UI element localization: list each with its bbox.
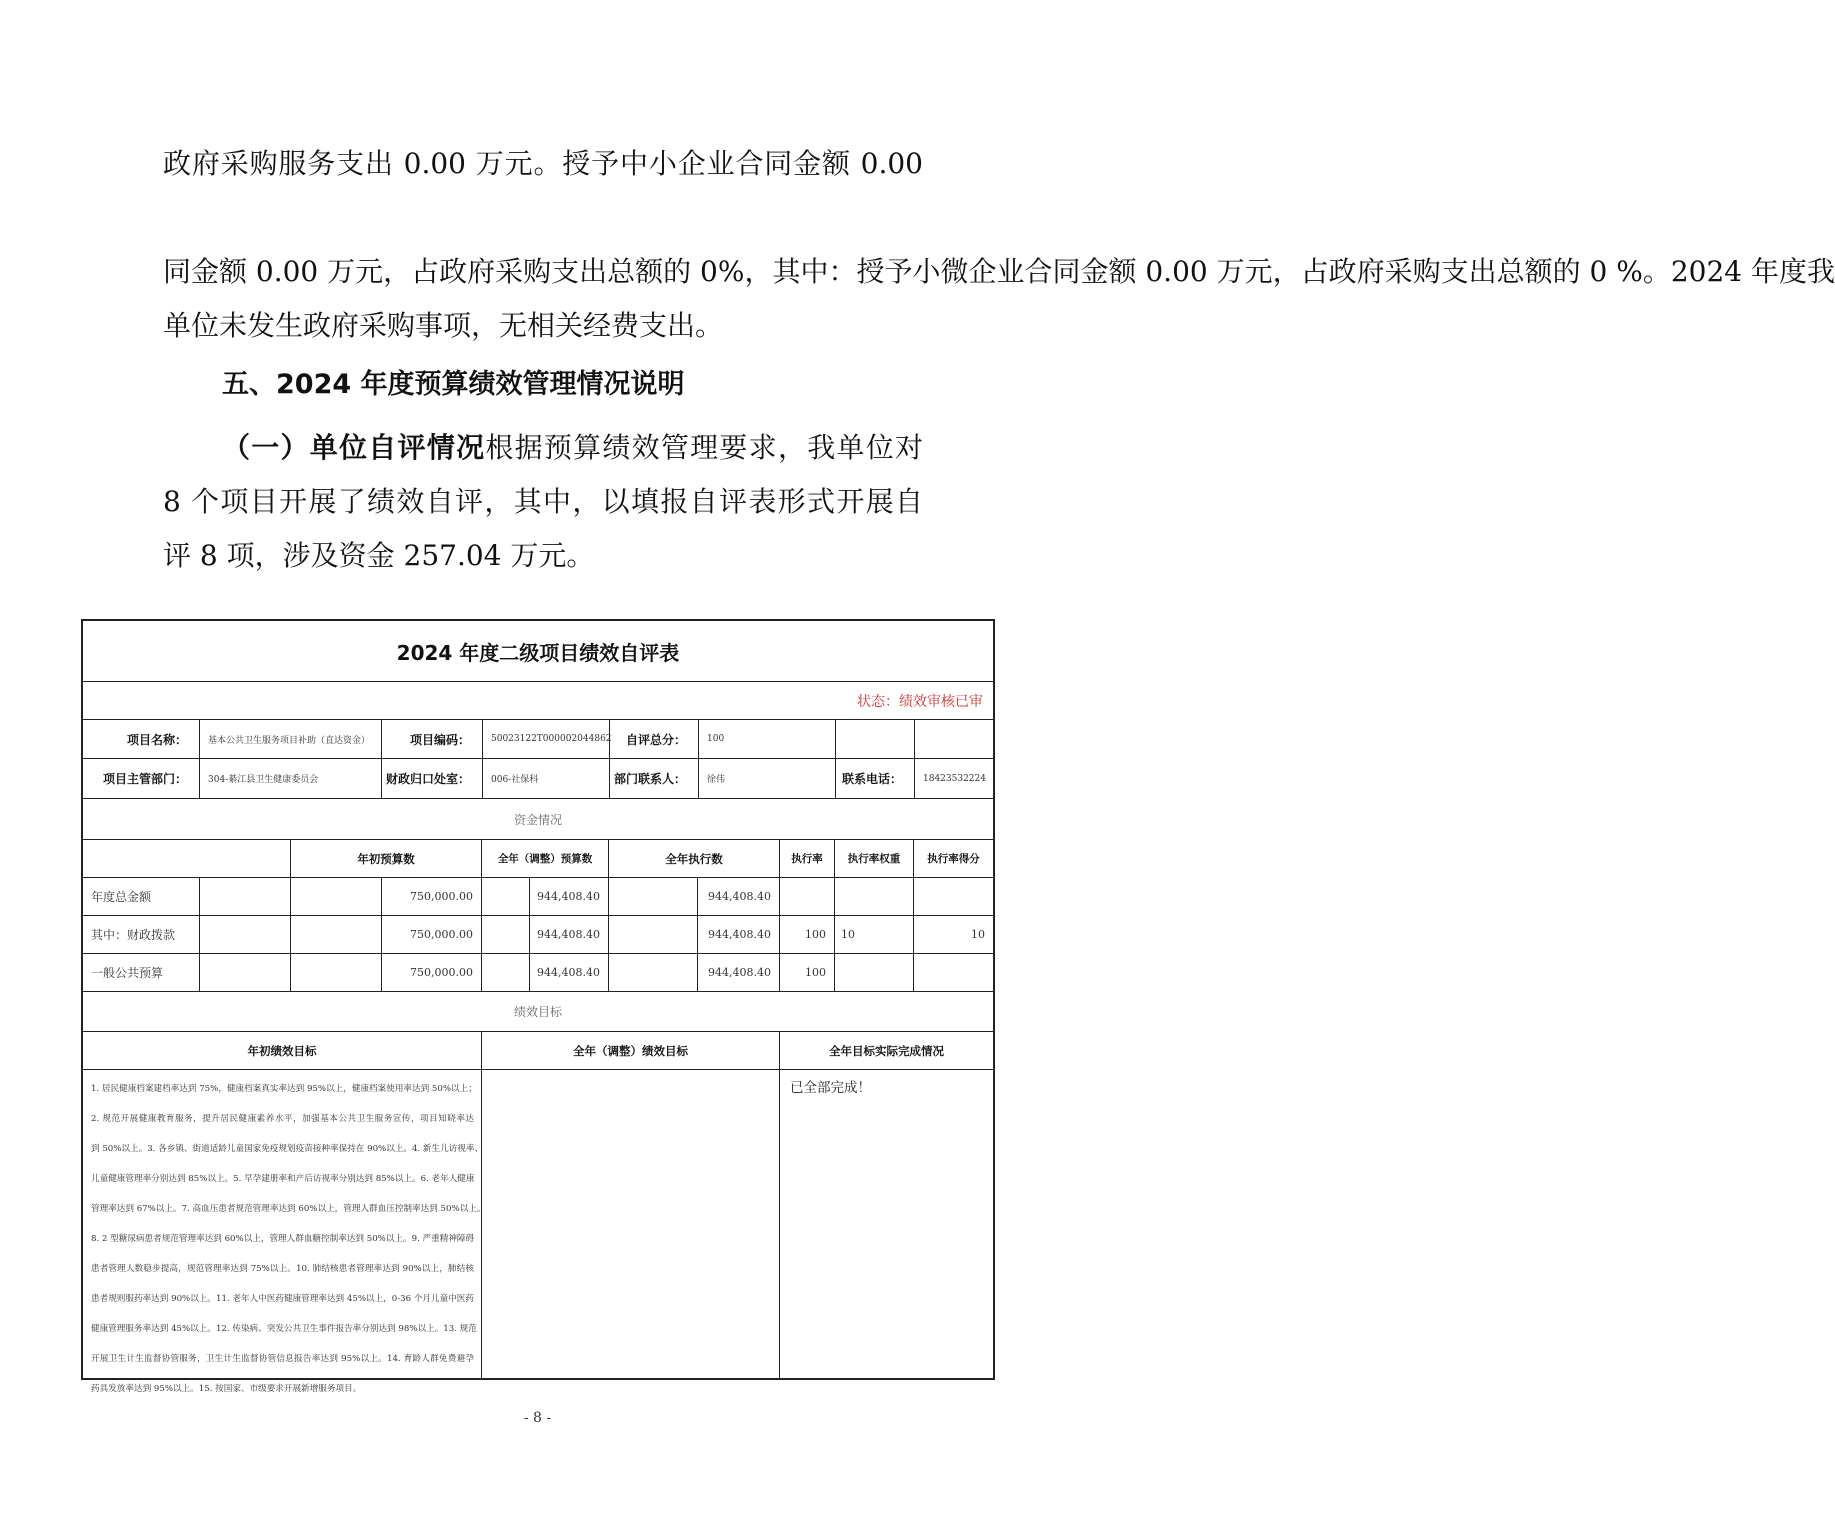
col-adjusted-budget: 全年（调整）预算数 [482,840,609,878]
project-name-label: 项目名称： [83,720,200,759]
adjusted-budget-value: 944,408.40 [530,916,609,954]
empty-cell [291,916,382,954]
empty-cell [291,954,382,992]
paragraph-line: 同金额 0.00 万元，占政府采购支出总额的 0%，其中：授予小微企业合同金额 0.00 万元，占政府采购支出总额的 0 %。2024 年度我 [163,255,1835,288]
rate-weight-value [835,954,914,992]
empty-cell [200,916,291,954]
row-label: 一般公共预算 [83,954,200,992]
goal-line: 患者规则服药率达到 90%以上。11. 老年人中医药健康管理率达到 45%以上，0-36 个月儿童中医药 [91,1294,474,1304]
col-rate-weight: 执行率权重 [835,840,914,878]
empty-cell [609,878,698,916]
empty-cell [200,878,291,916]
col-executed: 全年执行数 [609,840,780,878]
exec-rate-value: 100 [780,916,835,954]
row-label: 其中：财政拨款 [83,916,200,954]
project-code-label: 项目编码： [382,720,483,759]
section-heading: 五、2024 年度预算绩效管理情况说明 [222,369,685,400]
goal-line: 开展卫生计生监督协管服务，卫生计生监督协管信息报告率达到 95%以上。14. 育龄人群免费避孕 [91,1354,474,1364]
empty-cell [836,720,915,759]
project-code-value: 50023122T000002044862 [483,720,610,759]
initial-budget-value: 750,000.00 [382,878,482,916]
rate-score-value: 10 [914,916,993,954]
col-initial-budget: 年初预算数 [291,840,482,878]
goal-line: 到 50%以上。3. 各乡镇、街道适龄儿童国家免疫规划疫苗接种率保持在 90%以上。4. 新生儿访视率、 [91,1144,484,1154]
rate-score-value [914,878,993,916]
empty-cell [200,954,291,992]
total-score-label: 自评总分： [610,720,699,759]
col-exec-rate: 执行率 [780,840,835,878]
phone-value: 18423532224 [915,759,993,799]
initial-budget-value: 750,000.00 [382,916,482,954]
adjusted-goals-text [482,1070,780,1378]
goal-line: 管理率达到 67%以上。7. 高血压患者规范管理率达到 60%以上，管理人群血压控制率达到 50%以上。 [91,1204,486,1214]
performance-self-evaluation-table [81,619,995,1394]
adjusted-budget-value: 944,408.40 [530,878,609,916]
self-evaluation-text: 根据预算绩效管理要求，我单位对 [485,431,923,464]
col-initial-goals: 年初绩效目标 [83,1032,482,1070]
col-actual-completion: 全年目标实际完成情况 [780,1032,993,1070]
rate-score-value [914,954,993,992]
empty-cell [291,878,382,916]
paragraph-line: 单位未发生政府采购事项，无相关经费支出。 [163,309,724,342]
status-badge: 状态：绩效审核已审 [83,682,993,720]
total-score-value: 100 [699,720,836,759]
empty-cell [609,954,698,992]
contact-label: 部门联系人： [610,759,699,799]
phone-label: 联系电话： [836,759,915,799]
page-number: - 8 - [523,1410,552,1426]
goals-section-title: 绩效目标 [83,992,993,1032]
empty-cell [482,954,530,992]
dept-value: 304-綦江县卫生健康委员会 [200,759,382,799]
adjusted-budget-value: 944,408.40 [530,954,609,992]
paragraph-line: 8 个项目开展了绩效自评，其中，以填报自评表形式开展自 [163,485,923,518]
exec-rate-value [780,878,835,916]
rate-weight-value [835,878,914,916]
form-title: 2024 年度二级项目绩效自评表 [83,621,993,682]
exec-rate-value: 100 [780,954,835,992]
empty-cell [915,720,993,759]
finance-office-value: 006-社保科 [483,759,610,799]
executed-value: 944,408.40 [698,916,780,954]
row-label: 年度总金额 [83,878,200,916]
paragraph-line [222,421,923,475]
self-evaluation-lead: （一）单位自评情况 [222,431,486,464]
col-adjusted-goals: 全年（调整）绩效目标 [482,1032,780,1070]
actual-completion-text: 已全部完成！ [790,1080,871,1096]
paragraph-line: 政府采购服务支出 0.00 万元。授予中小企业合同金额 0.00 [163,147,923,180]
initial-budget-value: 750,000.00 [382,954,482,992]
initial-goals-text [83,1070,486,1394]
goal-line: 儿童健康管理率分别达到 85%以上。5. 早孕建册率和产后访视率分别达到 85%以上。6. 老年人健康 [91,1174,475,1184]
goal-line: 2. 规范开展健康教育服务，提升居民健康素养水平，加强基本公共卫生服务宣传，项目知晓率达 [91,1114,474,1124]
contact-value: 徐伟 [699,759,836,799]
paragraph-line [163,191,923,245]
empty-cell [609,916,698,954]
goal-line: 1. 居民健康档案建档率达到 75%，健康档案真实率达到 95%以上，健康档案使用率达到 50%以上； [91,1084,477,1094]
goal-line: 药具发放率达到 95%以上。15. 按国家、市级要求开展新增服务项目。 [91,1384,362,1394]
executed-value: 944,408.40 [698,878,780,916]
col-rate-score: 执行率得分 [914,840,993,878]
goal-line: 患者管理人数稳步提高，规范管理率达到 75%以上。10. 肺结核患者管理率达到 90%以上，肺结核 [91,1264,474,1274]
funds-section-title: 资金情况 [83,799,993,840]
empty-cell [482,878,530,916]
rate-weight-value: 10 [835,916,914,954]
dept-label: 项目主管部门： [83,759,200,799]
goal-line: 健康管理服务率达到 45%以上。12. 传染病、突发公共卫生事件报告率分别达到 98%以上。13. 规范 [91,1324,477,1334]
goal-line: 8. 2 型糖尿病患者规范管理率达到 60%以上，管理人群血糖控制率达到 50%以上。9. 严重精神障碍 [91,1234,475,1244]
finance-office-label: 财政归口处室： [382,759,483,799]
empty-header-cell [83,840,291,878]
executed-value: 944,408.40 [698,954,780,992]
empty-cell [482,916,530,954]
project-name-value: 基本公共卫生服务项目补助（直达资金） [200,720,382,759]
paragraph-line: 评 8 项，涉及资金 257.04 万元。 [163,539,595,572]
